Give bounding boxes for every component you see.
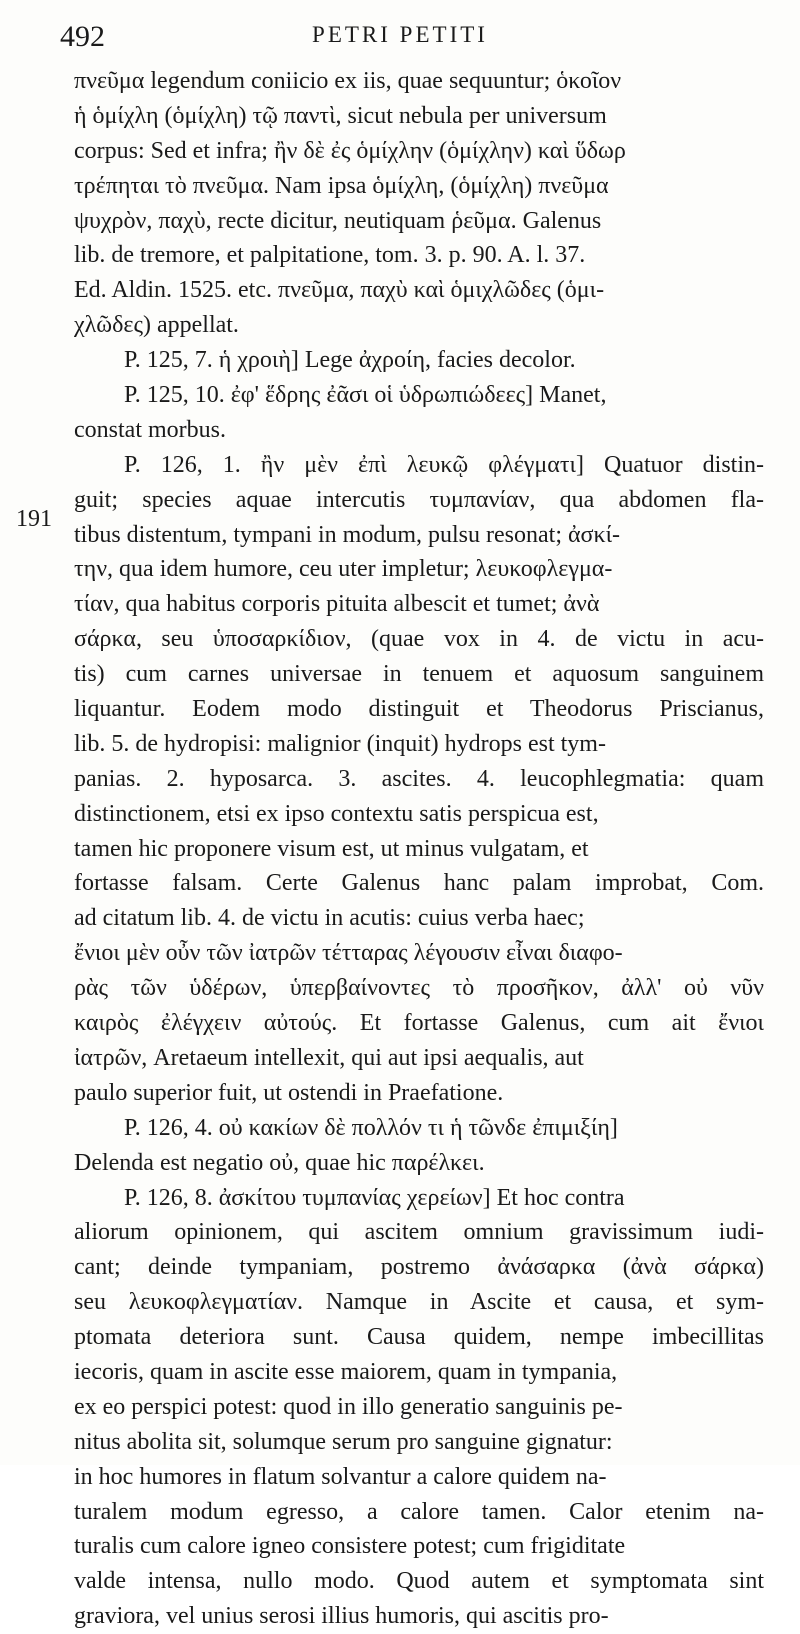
text-line-content: τίαν, qua habitus corporis pituita albescit et tumet; ἀνὰ xyxy=(74,591,600,618)
text-line-content: corpus: Sed et infra; ἢν δὲ ἐς ὁμίχλην (ὁμίχλην) καὶ ὕδωρ xyxy=(74,137,626,164)
text-line-content: turalem modum egresso, a calore tamen. Calor etenim na- xyxy=(74,1498,764,1525)
text-line-content: in hoc humores in flatum solvantur a calore quidem na- xyxy=(74,1463,607,1490)
text-line xyxy=(74,901,764,936)
text-line xyxy=(74,1076,764,1111)
text-line-content: distinctionem, etsi ex ipso contextu satis perspicua est, xyxy=(74,800,599,827)
text-line xyxy=(74,169,764,204)
text-line xyxy=(74,1529,764,1564)
text-line xyxy=(74,238,764,273)
text-line xyxy=(74,587,764,622)
text-line xyxy=(74,1146,764,1181)
text-line-content: χλῶδες) appellat. xyxy=(74,312,239,339)
text-line xyxy=(74,64,764,99)
text-line-content: τρέπηται τὸ πνεῦμα. Nam ipsa ὁμίχλη, (ὁμίχλη) πνεῦμα xyxy=(74,172,609,199)
text-line-content: ptomata deteriora sunt. Causa quidem, nempe imbecillitas xyxy=(74,1324,764,1351)
text-line-content: tibus distentum, tympani in modum, pulsu resonat; ἀσκί- xyxy=(74,521,621,548)
text-line xyxy=(74,1215,764,1250)
text-line-content: tamen hic proponere visum est, ut minus vulgatam, et xyxy=(74,835,589,862)
text-line xyxy=(74,692,764,727)
text-line xyxy=(74,99,764,134)
text-line-content: την, qua idem humore, ceu uter impletur; λευκοφλεγμα- xyxy=(74,556,613,583)
text-line-content: iecoris, quam in ascite esse maiorem, quam in tympania, xyxy=(74,1358,618,1385)
text-line xyxy=(74,1111,764,1146)
text-line-content: cant; deinde tympaniam, postremo ἀνάσαρκα (ἀνὰ σάρκα) xyxy=(74,1254,764,1281)
text-line xyxy=(74,866,764,901)
text-line-content: P. 126, 1. ἢν μὲν ἐπὶ λευκῷ φλέγματι] Quatuor distin- xyxy=(124,451,764,478)
text-line xyxy=(74,1041,764,1076)
text-line-content: Delenda est negatio οὐ, quae hic παρέλκει. xyxy=(74,1149,485,1176)
text-line xyxy=(74,1390,764,1425)
text-line xyxy=(74,762,764,797)
text-line-content: guit; species aquae intercutis τυμπανίαν, qua abdomen fla- xyxy=(74,486,764,513)
text-line-content: aliorum opinionem, qui ascitem omnium gravissimum iudi- xyxy=(74,1219,764,1246)
text-line-content: ἡ ὁμίχλη (ὁμίχλη) τῷ παντὶ, sicut nebula per universum xyxy=(74,102,607,129)
text-line-content: ἔνιοι μὲν οὖν τῶν ἰατρῶν τέτταρας λέγουσιν εἶναι διαφο- xyxy=(74,940,623,967)
text-line xyxy=(74,1599,764,1634)
text-line-content: ἰατρῶν, Aretaeum intellexit, qui aut ipsi aequalis, aut xyxy=(74,1044,584,1071)
text-line-content: seu λευκοφλεγματίαν. Namque in Ascite et causa, et sym- xyxy=(74,1289,764,1316)
text-line xyxy=(74,1355,764,1390)
running-head: PETRI PETITI xyxy=(312,22,488,47)
margin-page-reference: 191 xyxy=(16,506,52,532)
text-line xyxy=(74,1495,764,1530)
text-line xyxy=(74,413,764,448)
text-line xyxy=(74,308,764,343)
main-text xyxy=(74,64,764,1634)
text-line xyxy=(74,797,764,832)
text-line xyxy=(74,1425,764,1460)
text-line xyxy=(74,343,764,378)
text-line xyxy=(74,832,764,867)
text-line-content: καιρὸς ἐλέγχειν αὐτούς. Et fortasse Galenus, cum ait ἔνιοι xyxy=(74,1010,764,1037)
text-line xyxy=(74,657,764,692)
page-number: 492 xyxy=(60,20,105,53)
text-line-content: P. 126, 4. οὐ κακίων δὲ πολλόν τι ἡ τῶνδε ἐπιμιξίη] xyxy=(124,1114,618,1141)
text-line xyxy=(74,971,764,1006)
text-line-content: valde intensa, nullo modo. Quod autem et symptomata sint xyxy=(74,1568,764,1595)
text-line-content: ρὰς τῶν ὑδέρων, ὑπερβαίνοντες τὸ προσῆκον, ἀλλ' οὐ νῦν xyxy=(74,975,764,1002)
text-line-content: lib. de tremore, et palpitatione, tom. 3. p. 90. A. l. 37. xyxy=(74,242,586,269)
text-line-content: P. 125, 7. ἡ χροιὴ] Lege ἀχροίη, facies decolor. xyxy=(124,347,576,374)
text-line xyxy=(74,378,764,413)
text-line xyxy=(74,204,764,239)
text-line xyxy=(74,936,764,971)
text-line xyxy=(74,1006,764,1041)
text-line xyxy=(74,483,764,518)
text-line-content: turalis cum calore igneo consistere potest; cum frigiditate xyxy=(74,1533,626,1560)
text-line xyxy=(74,134,764,169)
text-line xyxy=(74,552,764,587)
text-line xyxy=(74,727,764,762)
text-line-content: P. 125, 10. ἐφ' ἕδρης ἐᾶσι οἱ ὑδρωπιώδεες] Manet, xyxy=(124,382,607,409)
text-line-content: tis) cum carnes universae in tenuem et aquosum sanguinem xyxy=(74,661,764,688)
text-line xyxy=(74,448,764,483)
text-line xyxy=(74,273,764,308)
text-line-content: σάρκα, seu ὑποσαρκίδιον, (quae vox in 4. de victu in acu- xyxy=(74,626,764,653)
text-line-content: liquantur. Eodem modo distinguit et Theodorus Priscianus, xyxy=(74,696,764,723)
text-line-content: P. 126, 8. ἀσκίτου τυμπανίας χερείων] Et hoc contra xyxy=(124,1184,625,1211)
text-line-content: ex eo perspici potest: quod in illo generatio sanguinis pe- xyxy=(74,1393,623,1420)
text-line xyxy=(74,1181,764,1216)
text-line-content: graviora, vel unius serosi illius humoris, qui ascitis pro- xyxy=(74,1603,609,1630)
text-line-content: panias. 2. hyposarca. 3. ascites. 4. leucophlegmatia: quam xyxy=(74,765,764,792)
text-line xyxy=(74,1285,764,1320)
text-line-content: ψυχρὸν, παχὺ, recte dicitur, neutiquam ῥεῦμα. Galenus xyxy=(74,207,602,234)
text-line xyxy=(74,1250,764,1285)
text-line xyxy=(74,518,764,553)
text-line-content: constat morbus. xyxy=(74,416,226,443)
text-line xyxy=(74,622,764,657)
text-line-content: Ed. Aldin. 1525. etc. πνεῦμα, παχὺ καὶ ὁμιχλῶδες (ὁμι- xyxy=(74,277,605,304)
page-header xyxy=(0,14,800,58)
text-line-content: lib. 5. de hydropisi: malignior (inquit) hydrops est tym- xyxy=(74,730,606,757)
text-line-content: nitus abolita sit, solumque serum pro sanguine gignatur: xyxy=(74,1428,613,1455)
text-line-content: πνεῦμα legendum coniicio ex iis, quae sequuntur; ὁκοῖον xyxy=(74,68,622,94)
text-line-content: fortasse falsam. Certe Galenus hanc palam improbat, Com. xyxy=(74,870,764,897)
text-line-content: paulo superior fuit, ut ostendi in Praefatione. xyxy=(74,1079,504,1106)
text-line xyxy=(74,1564,764,1599)
text-line xyxy=(74,1320,764,1355)
text-line-content: ad citatum lib. 4. de victu in acutis: cuius verba haec; xyxy=(74,905,585,932)
